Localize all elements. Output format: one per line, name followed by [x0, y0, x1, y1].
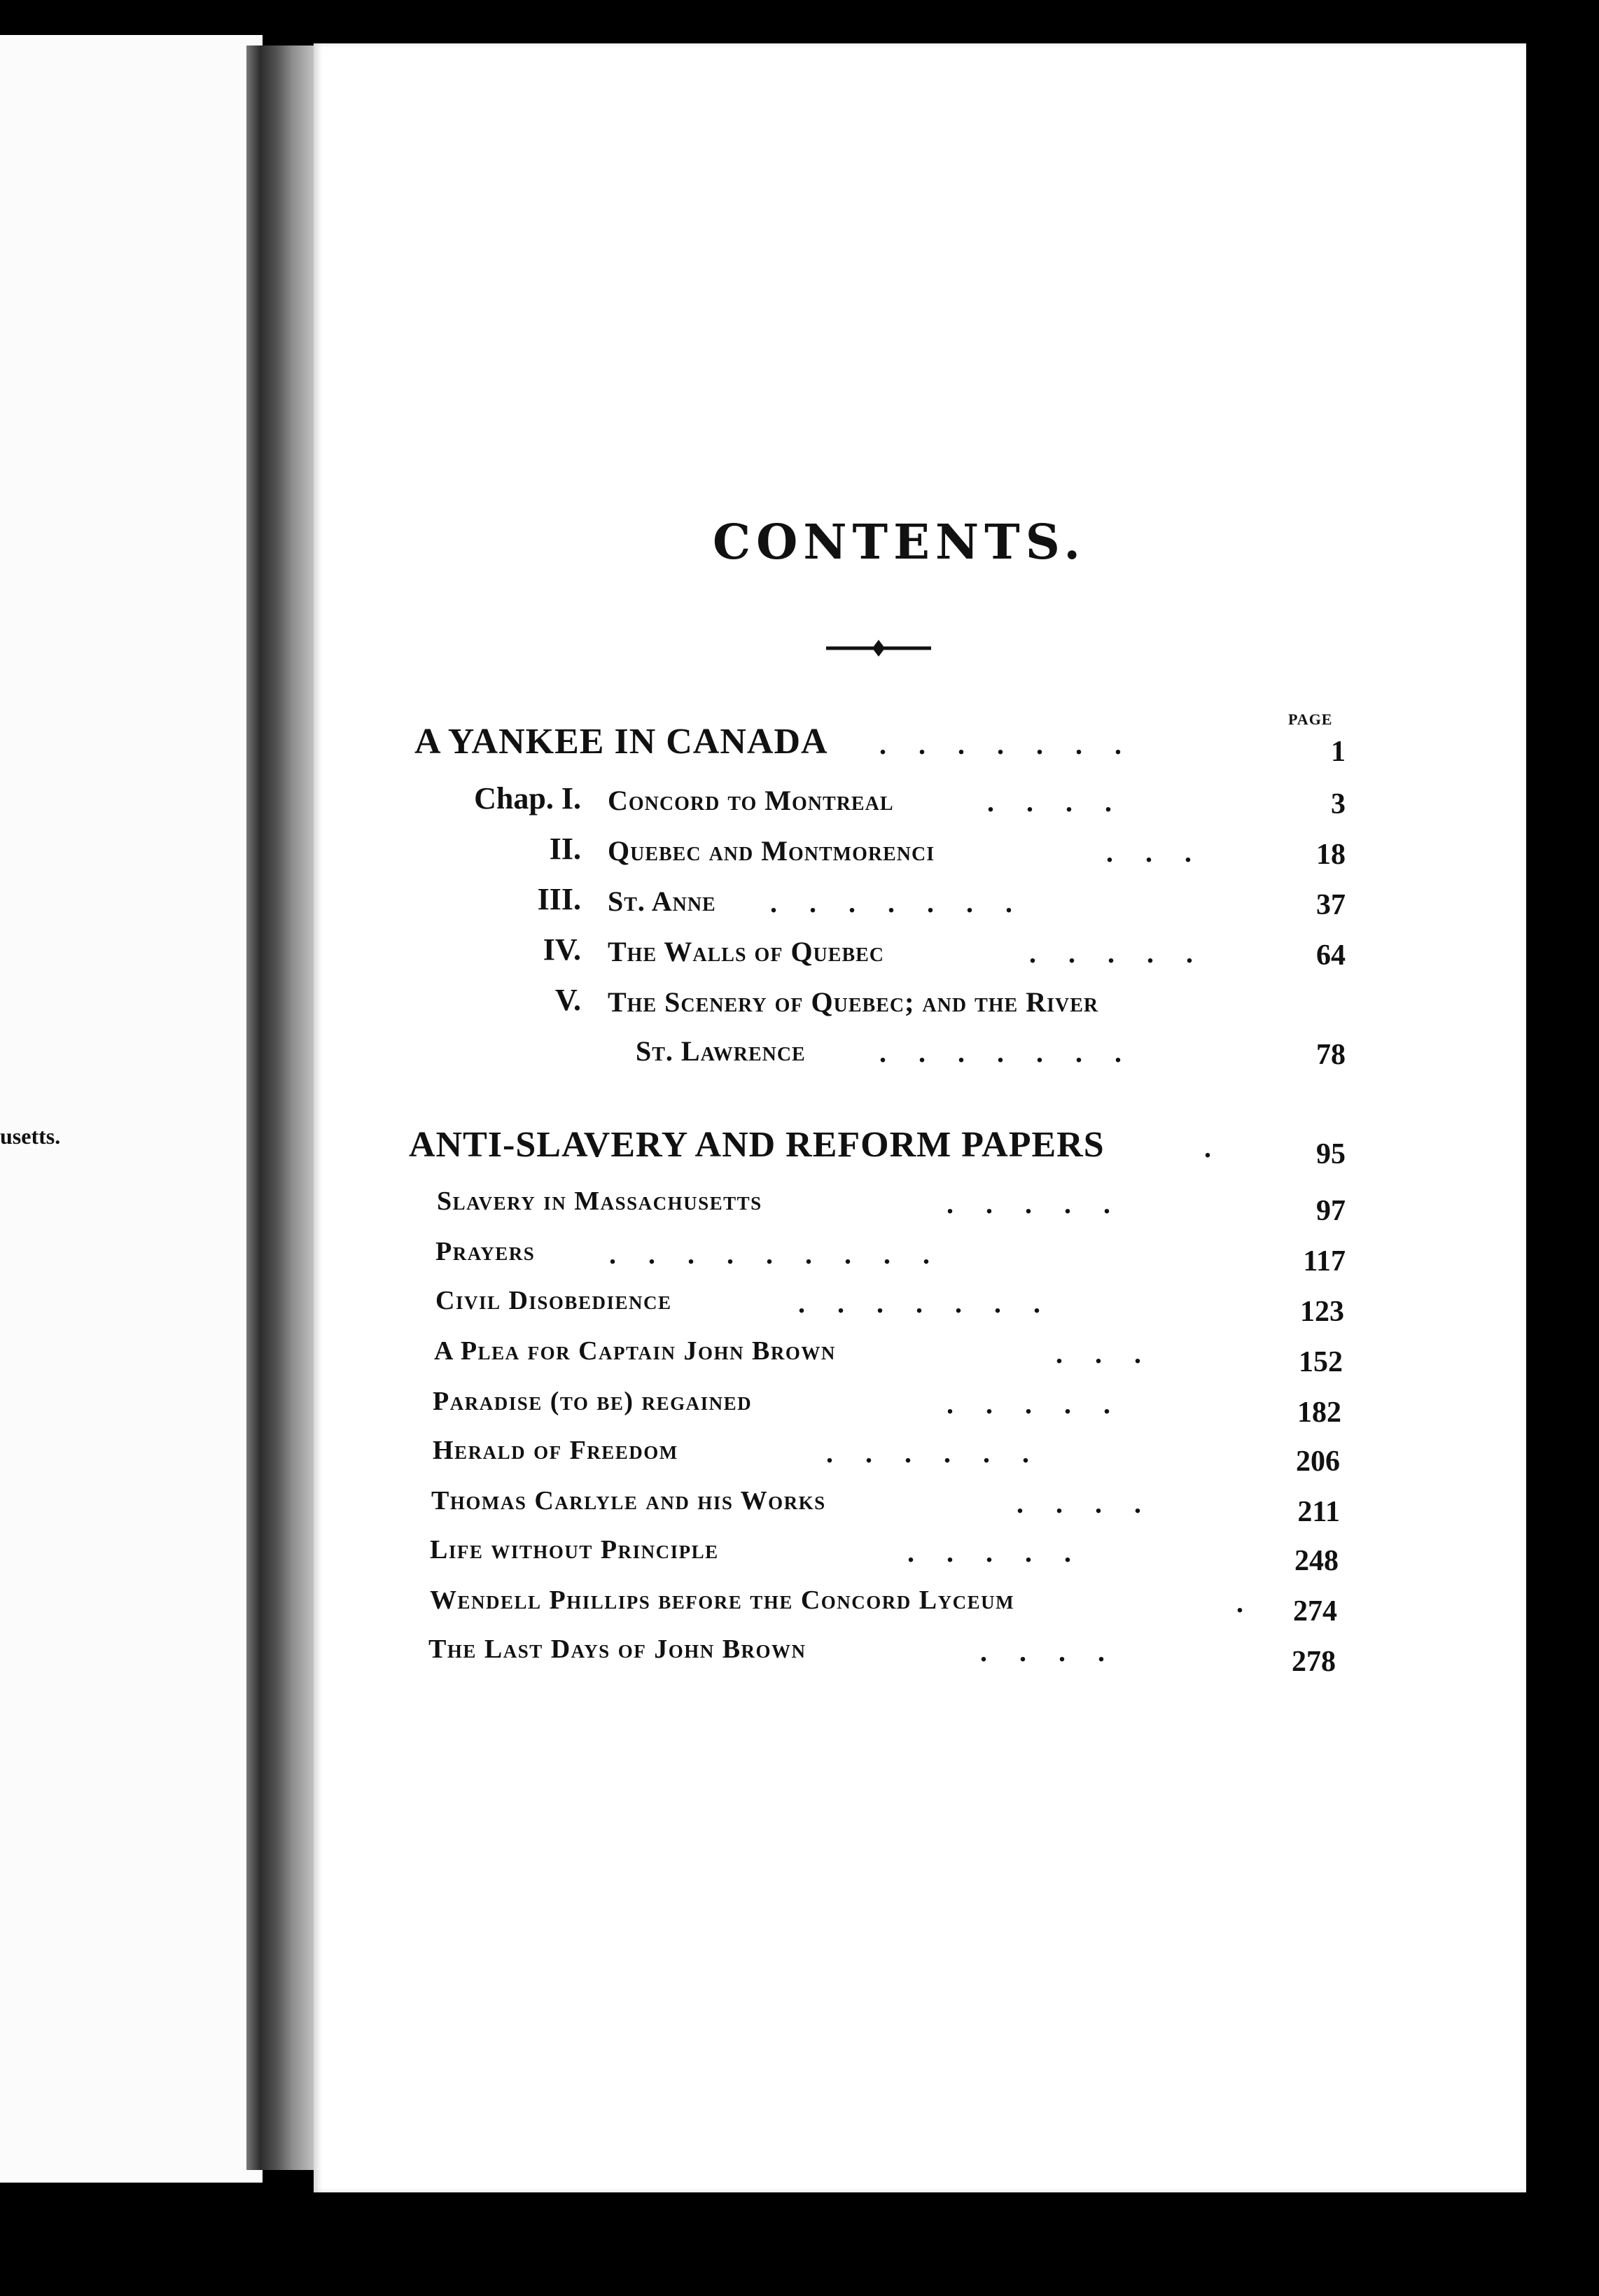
dot-leader: .....: [907, 1536, 1103, 1568]
essay-title: Thomas Carlyle and his Works: [431, 1486, 826, 1516]
essay-page-number: 152: [1299, 1346, 1343, 1378]
contents-page: [314, 43, 1526, 2192]
dot-leader: .: [1236, 1587, 1276, 1618]
left-page-edge-text: usetts.: [0, 1124, 61, 1149]
dot-leader: .......: [879, 1037, 1154, 1068]
dot-leader: ....: [980, 1636, 1137, 1667]
essay-title: Civil Disobedience: [435, 1286, 672, 1315]
chapter-page-number: 37: [1316, 889, 1346, 921]
chapter-page-number: 78: [1316, 1039, 1346, 1071]
chapter-title: St. Anne: [608, 886, 716, 917]
essay-title: Life without Principle: [430, 1535, 719, 1564]
essay-page-number: 211: [1297, 1496, 1340, 1528]
essay-title: Prayers: [435, 1237, 536, 1266]
dot-leader: ......: [826, 1437, 1061, 1469]
dot-leader: ...: [1056, 1338, 1173, 1369]
page-column-heading: PAGE: [1288, 710, 1333, 728]
essay-page-number: 97: [1316, 1195, 1346, 1227]
chapter-title: The Walls of Quebec: [608, 936, 885, 967]
essay-title: Wendell Phillips before the Concord Lyceum: [430, 1586, 1015, 1615]
chapter-label: IV.: [543, 932, 581, 967]
chapter-title: Quebec and Montmorenci: [608, 835, 935, 867]
ornament-icon: [826, 637, 931, 659]
chapter-page-number: 18: [1316, 839, 1346, 871]
chapter-page-number: 64: [1316, 939, 1346, 972]
dot-leader: .......: [798, 1287, 1073, 1319]
chapter-page-number: 3: [1331, 788, 1346, 820]
dot-leader: .....: [947, 1388, 1143, 1420]
chapter-title: Concord to Montreal: [608, 785, 894, 816]
page-title: CONTENTS.: [713, 514, 1087, 570]
essay-title: Paradise (to be) regained: [433, 1387, 753, 1416]
chapter-label: Chap. I.: [474, 781, 581, 816]
essay-title: Slavery in Massachusetts: [437, 1186, 762, 1216]
essay-title: The Last Days of John Brown: [428, 1634, 807, 1664]
essay-page-number: 117: [1303, 1245, 1346, 1278]
ornament-divider: [826, 637, 931, 659]
essay-page-number: 182: [1297, 1396, 1341, 1429]
part-title: A YANKEE IN CANADA: [414, 722, 828, 762]
essay-title: A Plea for Captain John Brown: [434, 1336, 836, 1366]
dot-leader: ...: [1106, 836, 1224, 868]
chapter-label: III.: [537, 882, 581, 916]
dot-leader: .....: [947, 1188, 1143, 1219]
essay-page-number: 206: [1296, 1446, 1340, 1478]
chapter-label: V.: [554, 983, 581, 1017]
chapter-label: II.: [549, 832, 581, 866]
part-title: ANTI-SLAVERY AND REFORM PAPERS: [409, 1125, 1105, 1165]
dot-leader: .......: [770, 887, 1045, 918]
left-page: [0, 35, 263, 2183]
part-page-number: 95: [1316, 1138, 1346, 1170]
dot-leader: .........: [609, 1238, 962, 1270]
dot-leader: .......: [879, 729, 1154, 760]
dot-leader: ....: [987, 786, 1144, 818]
essay-title: Herald of Freedom: [433, 1436, 678, 1465]
dot-leader: .....: [1029, 937, 1225, 969]
part-page-number: 1: [1331, 736, 1346, 768]
chapter-title: The Scenery of Quebec; and the River: [608, 986, 1099, 1018]
dot-leader: ....: [1017, 1488, 1173, 1519]
book-gutter: [246, 46, 323, 2170]
essay-page-number: 274: [1293, 1595, 1337, 1628]
essay-page-number: 248: [1294, 1545, 1339, 1577]
dot-leader: .: [1204, 1132, 1243, 1163]
essay-page-number: 123: [1300, 1296, 1344, 1328]
essay-page-number: 278: [1292, 1646, 1336, 1678]
chapter-title-continued: St. Lawrence: [636, 1035, 806, 1067]
